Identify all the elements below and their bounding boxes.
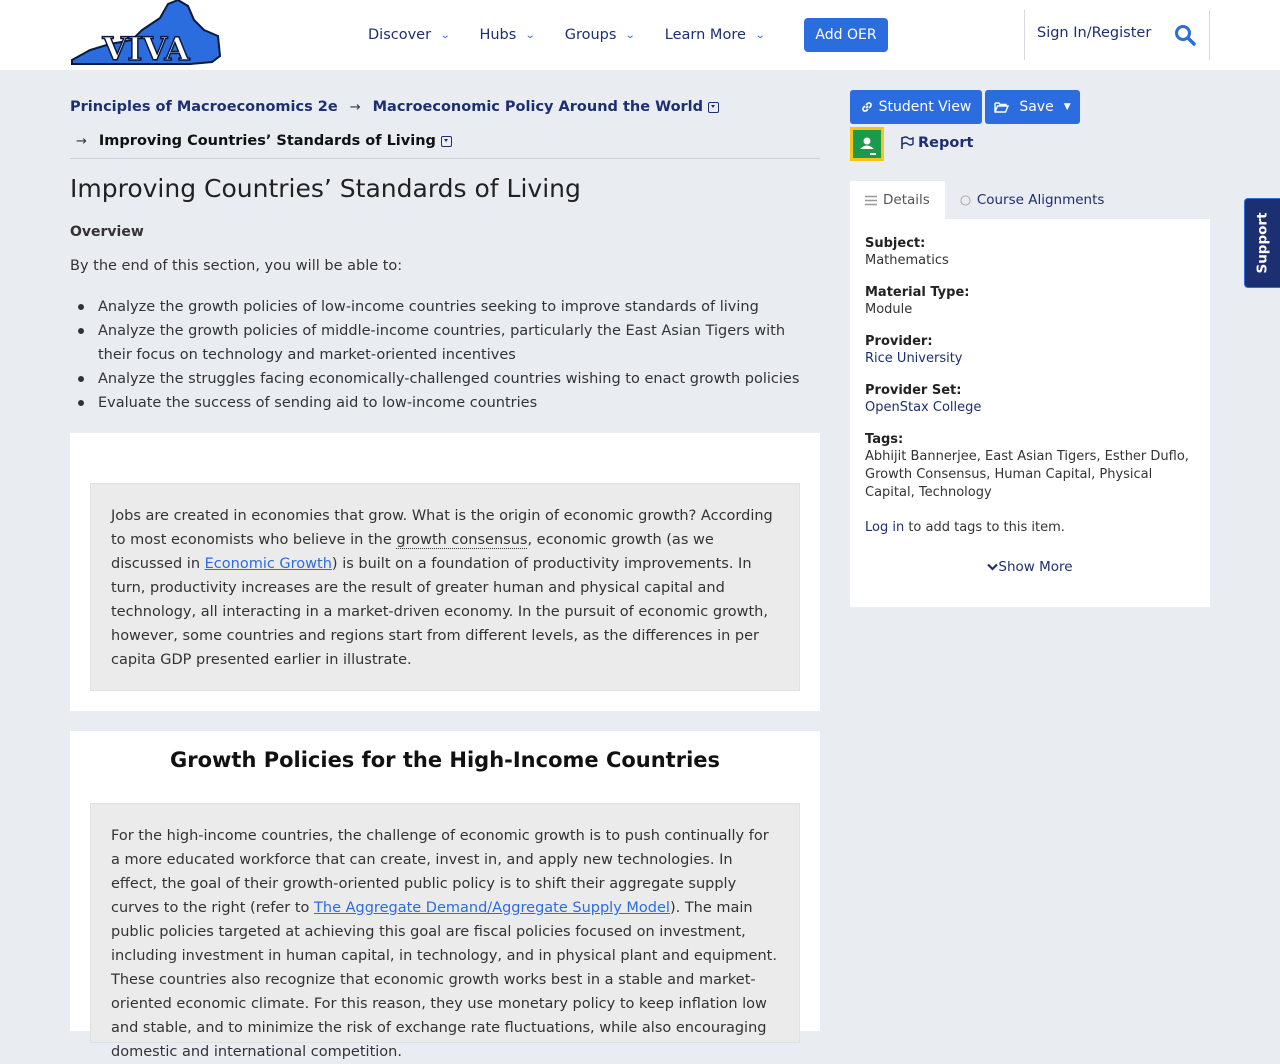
arrow-right-icon: → xyxy=(76,133,87,149)
content-card xyxy=(70,433,820,711)
paragraph-text: ). The main public policies targeted at achieving this goal are fiscal policies focused on investment, including investment in human capital, in technology, and in physical plant and equipment. These countries also recognize that economic growth works best in a stable and market-oriented economic climate. For this reason, they use monetary policy to keep inflation low and stable, and to minimize the risk of exchange rate fluctuations, while also encouraging domestic and international competition. xyxy=(111,900,777,1060)
breadcrumb-module[interactable]: Macroeconomic Policy Around the World xyxy=(372,99,704,115)
paragraph-box xyxy=(90,803,800,1060)
login-note-text: to add tags to this item. xyxy=(904,520,1065,535)
link-icon xyxy=(861,101,873,113)
tab-label: Course Alignments xyxy=(976,192,1105,208)
field-value: Abhijit Bannerjee, East Asian Tigers, Esther Duflo, Growth Consensus, Human Capital, Physical Capital, Technology xyxy=(865,449,1189,500)
nav-label: Hubs xyxy=(479,27,517,43)
chevron-down-icon: ⌄ xyxy=(625,29,637,41)
content-card xyxy=(70,731,820,1060)
paragraph-text: For the high-income countries, the challenge of economic growth is to push continually for a more educated workforce that can create, invest in, and apply new technologies. In effect, the goal of their growth-oriented public policy is to shift their aggregate supply curves to the right (refer to xyxy=(111,828,769,916)
field-label: Provider Set: xyxy=(865,383,962,398)
folder-open-icon xyxy=(994,101,1009,113)
show-more-label: Show More xyxy=(998,559,1073,575)
logo-text: VIVA xyxy=(102,30,190,68)
flag-icon xyxy=(900,136,914,150)
tab-label: Details xyxy=(883,192,930,208)
detail-tabs xyxy=(850,181,1119,219)
main-nav xyxy=(368,0,794,70)
dropdown-square-icon[interactable] xyxy=(708,102,719,113)
search-icon[interactable] xyxy=(1174,24,1196,46)
nav-learn-more[interactable] xyxy=(665,27,764,43)
provider-set-field xyxy=(865,382,1195,417)
student-view-button[interactable] xyxy=(850,90,982,124)
google-classroom-icon[interactable] xyxy=(850,127,884,161)
tags-field xyxy=(865,431,1195,502)
field-value: Mathematics xyxy=(865,253,949,268)
economic-growth-link[interactable]: Economic Growth xyxy=(204,556,332,572)
button-label: Student View xyxy=(878,99,972,115)
arrow-right-icon: → xyxy=(349,99,361,115)
paragraph-text: Jobs are created in economies that grow. What is the origin of economic growth? According to most economists who believe in the xyxy=(111,508,773,548)
field-label: Subject: xyxy=(865,236,926,251)
field-value: Module xyxy=(865,302,913,317)
list-item: Evaluate the success of sending aid to low-income countries xyxy=(98,391,808,415)
list-item: Analyze the growth policies of low-income countries seeking to improve standards of living xyxy=(98,295,808,319)
breadcrumb-course[interactable]: Principles of Macroeconomics 2e xyxy=(70,99,338,115)
show-more-button[interactable] xyxy=(865,559,1195,575)
list-item: Analyze the struggles facing economically-challenged countries wishing to enact growth policies xyxy=(98,367,808,391)
list-item: Analyze the growth policies of middle-income countries, particularly the East Asian Tigers with their focus on technology and market-oriented incentives xyxy=(98,319,808,367)
support-label: Support xyxy=(1254,212,1271,274)
paragraph-box xyxy=(90,483,800,691)
nav-hubs[interactable] xyxy=(479,27,534,43)
caret-down-icon: ▼ xyxy=(1063,102,1071,112)
subject-field xyxy=(865,235,1195,270)
objectives-list xyxy=(98,295,808,415)
button-label: Save xyxy=(1019,99,1054,115)
nav-groups[interactable] xyxy=(565,27,635,43)
chevron-down-icon: ⌄ xyxy=(439,29,451,41)
list-icon xyxy=(865,195,877,206)
sign-in-link[interactable]: Sign In/Register xyxy=(1037,25,1152,41)
viva-logo[interactable] xyxy=(70,0,222,66)
nav-discover[interactable] xyxy=(368,27,449,43)
nav-label: Learn More xyxy=(664,27,746,43)
divider xyxy=(70,158,820,159)
provider-set-link[interactable]: OpenStax College xyxy=(865,400,982,415)
details-panel xyxy=(850,219,1210,607)
provider-field xyxy=(865,333,1195,368)
breadcrumb-current: Improving Countries’ Standards of Living xyxy=(98,133,436,149)
paragraph-text: , economic growth (as we discussed in xyxy=(111,532,714,572)
intro-text: By the end of this section, you will be able to: xyxy=(70,258,403,274)
breadcrumb xyxy=(70,96,820,152)
glossary-term[interactable]: growth consensus xyxy=(396,532,528,548)
chevron-down-icon: ⌄ xyxy=(525,29,536,41)
support-tab[interactable] xyxy=(1244,198,1280,288)
tab-course-alignments[interactable] xyxy=(945,181,1120,219)
report-label: Report xyxy=(918,135,974,151)
save-button[interactable] xyxy=(985,90,1080,124)
field-label: Provider: xyxy=(865,334,933,349)
overview-heading: Overview xyxy=(70,224,144,240)
chevron-down-icon xyxy=(987,563,998,571)
top-navbar xyxy=(0,0,1280,70)
nav-label: Groups xyxy=(564,27,617,43)
header-divider xyxy=(1024,10,1025,60)
circle-icon xyxy=(960,195,971,206)
paragraph-text: ) is built on a foundation of productivity improvements. In turn, productivity increases are the result of greater human and physical capital and technology, all interacting in a market-driven economy. In the pursuit of economic growth, however, some countries and regions start from different levels, as the differences in per capita GDP presented earlier in illustrate. xyxy=(111,556,768,668)
login-note xyxy=(865,520,1195,535)
section-heading: Growth Policies for the High-Income Countries xyxy=(169,748,721,772)
field-label: Material Type: xyxy=(865,285,970,300)
nav-label: Discover xyxy=(368,27,432,43)
header-divider xyxy=(1209,10,1210,60)
chevron-down-icon: ⌄ xyxy=(754,29,766,41)
provider-link[interactable]: Rice University xyxy=(865,351,963,366)
login-link[interactable]: Log in xyxy=(865,520,905,535)
report-link[interactable] xyxy=(900,135,973,151)
add-oer-button[interactable]: Add OER xyxy=(804,18,888,52)
page-title: Improving Countries’ Standards of Living xyxy=(70,174,581,203)
ad-as-model-link[interactable]: The Aggregate Demand/Aggregate Supply Model xyxy=(314,900,670,916)
dropdown-square-icon[interactable] xyxy=(441,136,452,147)
material-type-field xyxy=(865,284,1195,319)
field-label: Tags: xyxy=(865,432,904,447)
tab-details[interactable] xyxy=(850,181,945,219)
